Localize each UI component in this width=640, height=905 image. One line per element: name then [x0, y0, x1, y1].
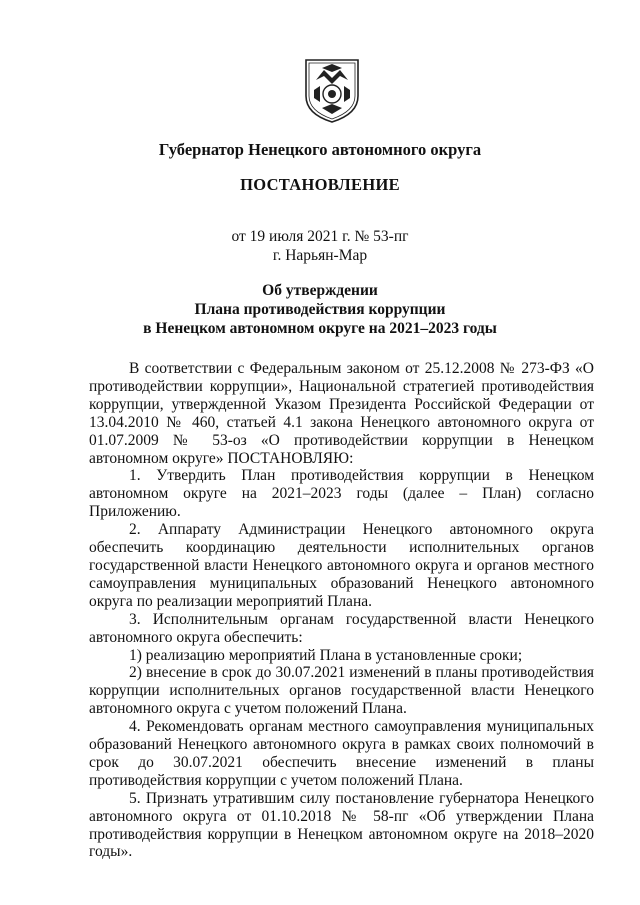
issuing-authority: Губернатор Ненецкого автономного округа: [158, 140, 482, 159]
paragraph-item-3-2: 2) внесение в срок до 30.07.2021 изменений в планы противодействия коррупции исполнительных органов государственной власти Ненецкого автономного округа с учетом положений Плана.: [89, 664, 594, 718]
document-title: [0, 281, 640, 338]
document-place: г. Нарьян-Мар: [272, 247, 368, 264]
paragraph-item-2: 2. Аппарату Администрации Ненецкого автономного округа обеспечить координацию деятельности исполнительных органов государственной власти Ненецкого автономного округа и органов местного самоуправления муниципальных образований Ненецкого автономного округа по реализации мероприятий Плана.: [89, 521, 594, 610]
paragraph-preamble: В соответствии с Федеральным законом от 25.12.2008 № 273-ФЗ «О противодействии коррупции», Национальной стратегией противодействия коррупции, утвержденной Указом Президента Российской Федерации от 13.04.2010 № 460, статьей 4.1 закона Ненецкого автономного округа от 01.07.2009 № 53-оз «О противодействии коррупции в Ненецком автономном округе» ПОСТАНОВЛЯЮ:: [89, 360, 594, 467]
paragraph-item-1: 1. Утвердить План противодействия коррупции в Ненецком автономном округе на 2021–2023 годы (далее – План) согласно Приложению.: [89, 467, 594, 521]
document-type: ПОСТАНОВЛЕНИЕ: [240, 175, 400, 194]
title-line-3: в Ненецком автономном округе на 2021–2023 годы: [143, 320, 497, 337]
coat-of-arms-icon: [300, 56, 364, 124]
paragraph-item-3: 3. Исполнительным органам государственной власти Ненецкого автономного округа обеспечить:: [89, 610, 594, 646]
paragraph-item-4: 4. Рекомендовать органам местного самоуправления муниципальных образований Ненецкого автономного округа в рамках своих полномочий в срок до 30.07.2021 обеспечить внесение изменений в планы противодействия коррупции с учетом положений Плана.: [89, 718, 594, 789]
document-body: [89, 360, 594, 861]
paragraph-item-3-1: 1) реализацию мероприятий Плана в установленные сроки;: [129, 646, 523, 664]
title-line-1: Об утверждении: [262, 282, 378, 299]
title-line-2: Плана противодействия коррупции: [194, 301, 446, 318]
document-date-number: от 19 июля 2021 г. № 53-пг: [231, 228, 409, 245]
paragraph-item-5: 5. Признать утратившим силу постановление губернатора Ненецкого автономного округа от 01.10.2018 № 58-пг «Об утверждении Плана противодействия коррупции в Ненецком автономном округе на 2018–2020 годы».: [89, 789, 594, 861]
